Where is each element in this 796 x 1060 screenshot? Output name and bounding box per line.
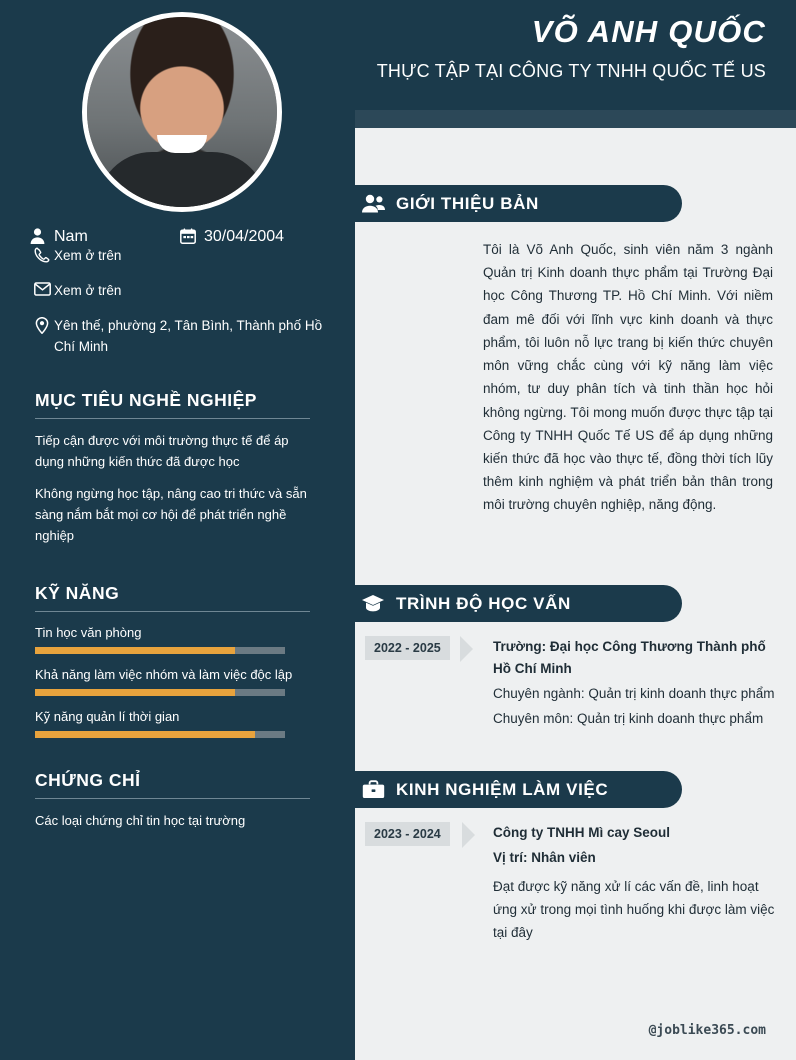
year-arrow-icon xyxy=(462,822,475,848)
experience-title: KINH NGHIỆM LÀM VIỆC xyxy=(396,779,609,799)
avatar-shoulders xyxy=(97,152,267,207)
skill-label: Kỹ năng quản lí thời gian xyxy=(35,709,180,724)
skill-item xyxy=(35,709,310,738)
info-row-gender-birthday xyxy=(30,228,330,246)
avatar xyxy=(82,12,282,212)
education-specialty-line xyxy=(493,708,785,730)
location-pin-icon xyxy=(30,317,54,334)
person-icon xyxy=(30,228,54,246)
about-text: Tôi là Võ Anh Quốc, sinh viên năm 3 ngành Quản trị Kinh doanh thực phẩm tại Trường Đại học Công Thương TP. Hồ Chí Minh. Với niềm đam mê đối với lĩnh vực kinh doanh và thực phẩm, tôi luôn nỗ lực trang bị kiến thức chuyên môn vững chắc cùng với kỹ năng làm việc nhóm, tư duy phân tích và tinh thần học hỏi không ngừng. Tôi mong muốn được thực tập tại Công ty TNHH Quốc Tế US để áp dụng những kiến thức đã học vào thực tế, đồng thời tích lũy thêm kinh nghiệm và phát triển bản thân trong môi trường chuyên nghiệp, năng động. xyxy=(483,242,773,513)
personal-info xyxy=(30,228,330,372)
education-school-label: Trường: xyxy=(493,639,550,654)
education-section-header xyxy=(350,585,682,622)
objective-paragraph-1: Tiếp cận được với môi trường thực tế để áp dụng những kiến thức đã được học xyxy=(35,433,289,470)
skill-bar-fill xyxy=(35,647,235,654)
education-major-line xyxy=(493,683,785,705)
objective-paragraph-2: Không ngừng học tập, nâng cao tri thức và sẵn sàng nắm bắt mọi cơ hội để phát triển nghề nghiệp xyxy=(35,486,307,544)
graduation-cap-icon xyxy=(350,594,396,613)
education-major-label: Chuyên ngành: xyxy=(493,685,589,701)
education-entry-text xyxy=(493,636,785,729)
skill-bar-fill xyxy=(35,731,255,738)
info-row-phone xyxy=(30,246,330,267)
info-row-email xyxy=(30,281,330,302)
phone-icon xyxy=(30,247,54,263)
education-specialty-value: Quản trị kinh doanh thực phẩm xyxy=(577,710,764,726)
header-text-block xyxy=(377,14,766,82)
section-objective xyxy=(35,390,310,546)
briefcase-icon xyxy=(350,780,396,799)
experience-position-value: Nhân viên xyxy=(531,849,596,865)
job-title: THỰC TẬP TẠI CÔNG TY TNHH QUỐC TẾ US xyxy=(376,61,766,81)
education-entries xyxy=(365,636,785,735)
experience-entry xyxy=(365,822,785,944)
experience-company-value: Công ty TNHH Mì cay Seoul xyxy=(493,825,671,840)
calendar-icon xyxy=(180,228,204,246)
section-certificates xyxy=(35,770,310,831)
skill-label: Khả năng làm việc nhóm và làm việc độc lập xyxy=(35,667,293,682)
address-value: Yên thế, phường 2, Tân Bình, Thành phố Hồ Chí Minh xyxy=(54,317,323,354)
experience-section-header xyxy=(350,771,682,808)
skill-item xyxy=(35,667,310,696)
experience-position-line xyxy=(493,847,785,869)
certificates-text: Các loại chứng chỉ tin học tại trường xyxy=(35,813,246,828)
info-row-address xyxy=(30,316,330,358)
education-specialty-label: Chuyên môn: xyxy=(493,710,578,726)
people-icon xyxy=(350,194,396,213)
experience-entry-text xyxy=(493,822,785,944)
skill-item xyxy=(35,625,310,654)
watermark: @joblike365.com xyxy=(648,1023,766,1038)
education-school-value: Đại học Công Thương Thành phố Hồ Chí Minh xyxy=(493,639,766,676)
certificates-title: CHỨNG CHỈ xyxy=(35,770,310,799)
about-title: GIỚI THIỆU BẢN xyxy=(396,193,539,213)
main-content xyxy=(355,128,796,1060)
skill-bar xyxy=(35,731,285,738)
skill-label: Tin học văn phòng xyxy=(35,625,142,640)
skill-bar-fill xyxy=(35,689,235,696)
mail-icon xyxy=(30,282,54,296)
education-school-line xyxy=(493,636,785,680)
skill-bar xyxy=(35,689,285,696)
education-entry xyxy=(365,636,785,729)
experience-entries xyxy=(365,822,785,950)
info-gender xyxy=(30,228,180,246)
info-birthday xyxy=(180,228,330,246)
skill-bar xyxy=(35,647,285,654)
phone-value: Xem ở trên xyxy=(54,248,122,263)
about-section-header xyxy=(350,185,682,222)
experience-company-line xyxy=(493,822,785,844)
experience-years: 2023 - 2024 xyxy=(365,822,450,846)
education-years: 2022 - 2025 xyxy=(365,636,450,660)
page-title: VÕ ANH QUỐC xyxy=(531,14,766,49)
experience-position-label: Vị trí: xyxy=(493,849,532,865)
education-major-value: Quản trị kinh doanh thực phẩm xyxy=(588,685,775,701)
gender-value: Nam xyxy=(54,228,88,245)
year-arrow-icon xyxy=(460,636,473,662)
experience-description: Đạt được kỹ năng xử lí các vấn đề, linh hoạt ứng xử trong mọi tình huống khi được làm việc tại đây xyxy=(493,878,775,941)
birthday-value: 30/04/2004 xyxy=(204,228,285,245)
sidebar xyxy=(0,0,355,1060)
objective-title: MỤC TIÊU NGHỀ NGHIỆP xyxy=(35,390,310,419)
section-skills xyxy=(35,583,310,738)
education-title: TRÌNH ĐỘ HỌC VẤN xyxy=(396,593,571,613)
skills-title: KỸ NĂNG xyxy=(35,583,310,612)
email-value: Xem ở trên xyxy=(54,282,122,298)
